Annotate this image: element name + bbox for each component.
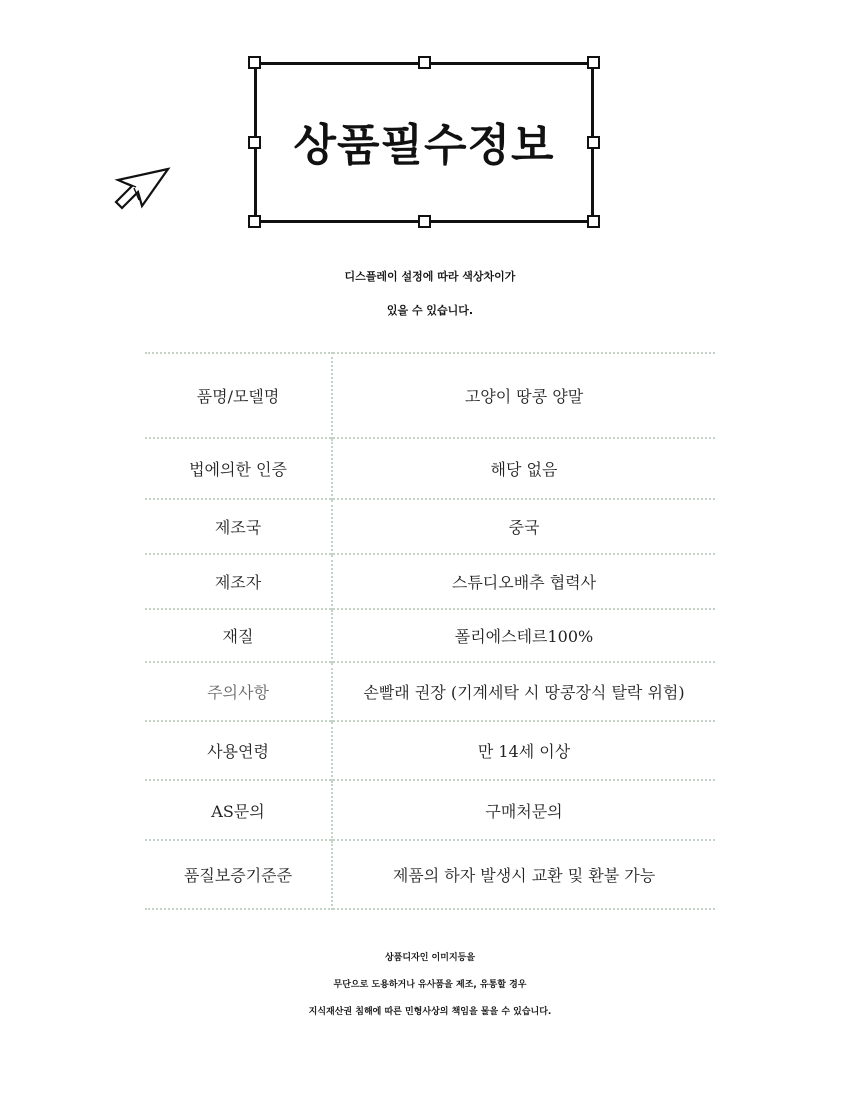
row-value: 제품의 하자 발생시 교환 및 환불 가능 [332, 840, 715, 909]
copyright-notice-line-3: 지식재산권 침해에 따른 민형사상의 책임을 물을 수 있습니다. [308, 1007, 552, 1017]
table-row [145, 721, 715, 780]
row-value: 해당 없음 [332, 438, 715, 499]
display-notice-line-1: 디스플레이 설정에 따라 색상차이가 [344, 270, 516, 283]
copyright-notice-line-1: 상품디자인 이미지등을 [384, 953, 476, 963]
row-label: 사용연령 [145, 721, 332, 780]
row-label: 주의사항 [145, 662, 332, 721]
resize-handle-bottom-left [248, 215, 261, 228]
resize-handle-top-right [587, 56, 600, 69]
table-row [145, 353, 715, 438]
copyright-notice-line-2: 무단으로 도용하거나 유사품을 제조, 유통할 경우 [333, 980, 527, 990]
table-row [145, 780, 715, 840]
row-label: 품명/모델명 [145, 353, 332, 438]
row-value: 만 14세 이상 [332, 721, 715, 780]
table-row [145, 609, 715, 662]
row-value: 손빨래 권장 (기계세탁 시 땅콩장식 탈락 위험) [332, 662, 715, 721]
row-label: 제조자 [145, 554, 332, 609]
resize-handle-top-middle [418, 56, 431, 69]
row-label: 제조국 [145, 499, 332, 554]
row-value: 폴리에스테르100% [332, 609, 715, 662]
row-label: 법에의한 인증 [145, 438, 332, 499]
display-notice-line-2: 있을 수 있습니다. [386, 304, 474, 317]
row-label: 재질 [145, 609, 332, 662]
title-frame [254, 62, 594, 223]
product-info-table [145, 352, 715, 910]
resize-handle-bottom-right [587, 215, 600, 228]
arrow-cursor-icon [112, 166, 172, 214]
page-title: 상품필수정보 [293, 120, 555, 171]
resize-handle-bottom-middle [418, 215, 431, 228]
row-value: 구매처문의 [332, 780, 715, 840]
row-label: 품질보증기준준 [145, 840, 332, 909]
row-value: 스튜디오배추 협력사 [332, 554, 715, 609]
row-value: 중국 [332, 499, 715, 554]
resize-handle-top-left [248, 56, 261, 69]
table-row [145, 662, 715, 721]
table-row [145, 554, 715, 609]
row-label: AS문의 [145, 780, 332, 840]
table-row [145, 499, 715, 554]
row-value: 고양이 땅콩 양말 [332, 353, 715, 438]
table-row [145, 438, 715, 499]
table-row [145, 840, 715, 909]
